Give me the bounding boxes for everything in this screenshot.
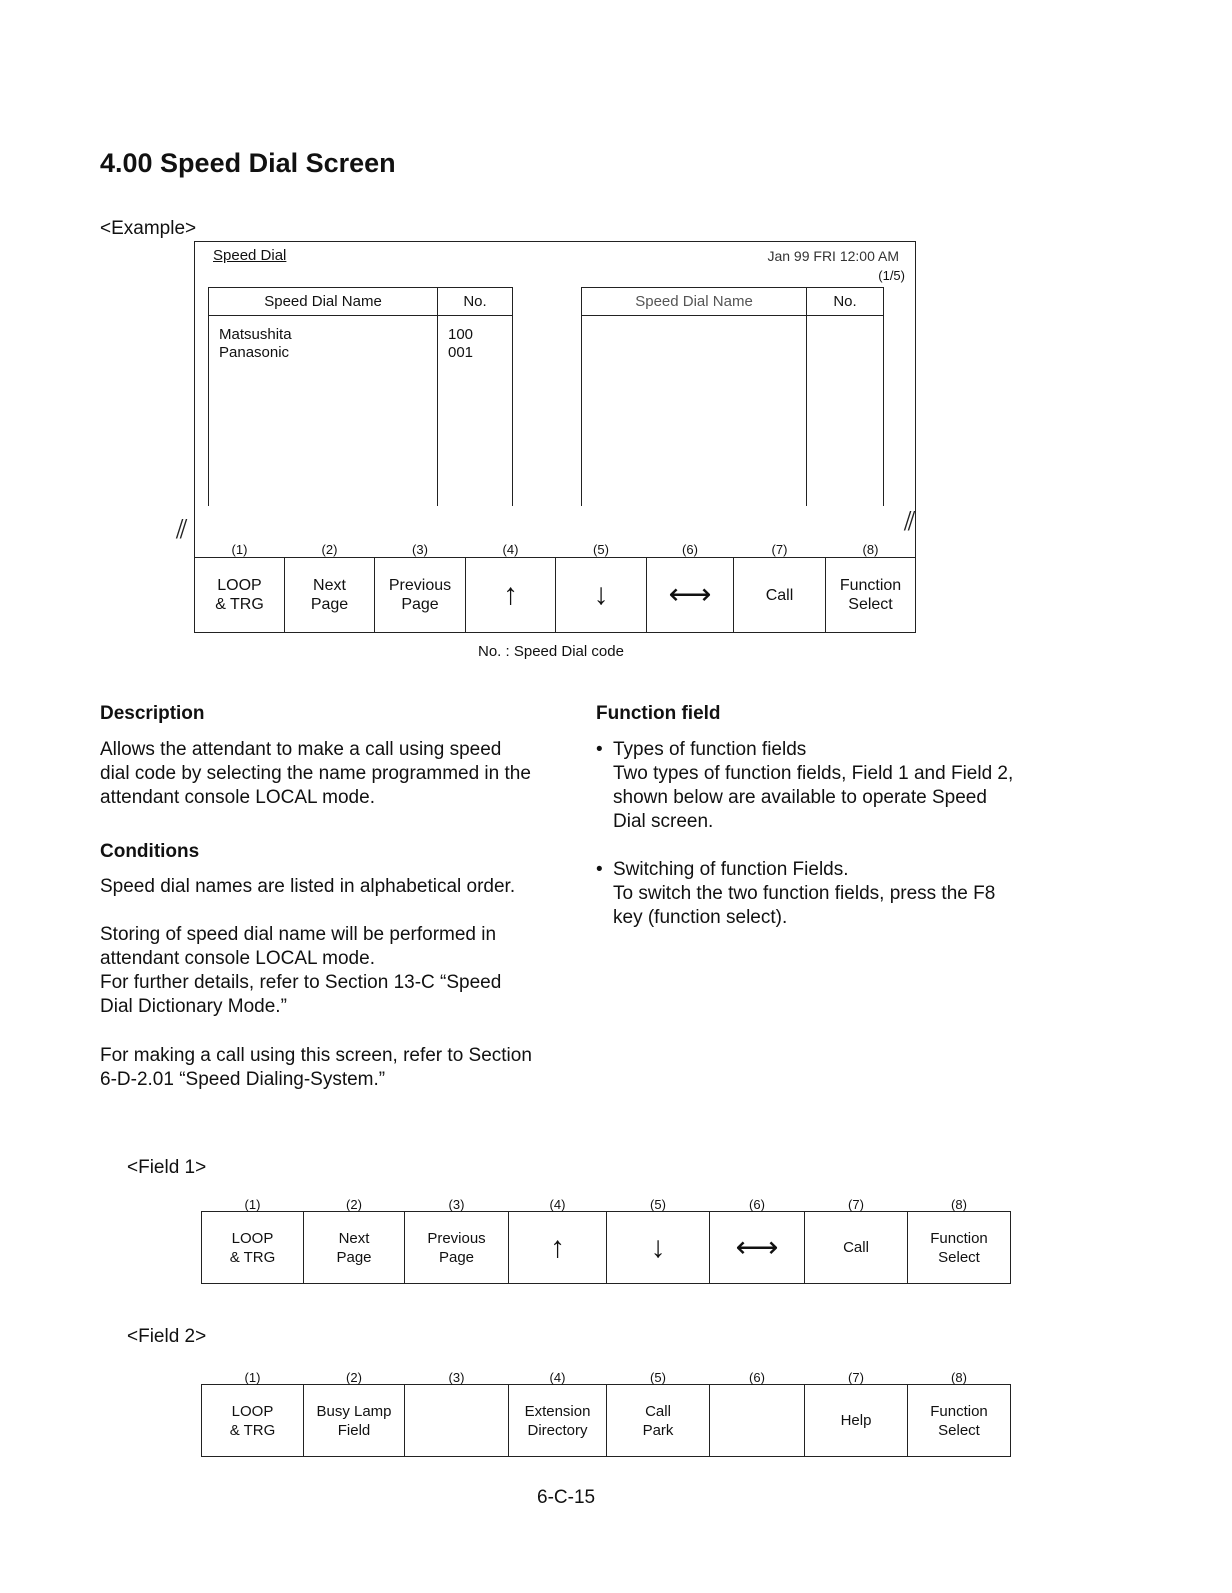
left-speed-dial-table [208, 287, 513, 506]
left-right-arrow-key[interactable]: (6) ⟷ [647, 558, 734, 632]
down-arrow-icon: ↓ [593, 578, 609, 611]
break-mark-icon: ⫽ [904, 506, 916, 536]
up-arrow-key[interactable]: (4) ↑ [509, 1212, 607, 1283]
description-title: Description [100, 703, 205, 724]
blank-key-3[interactable]: (3) [405, 1385, 509, 1456]
extension-directory-key[interactable]: (4) Extension Directory [509, 1385, 607, 1456]
field1-key-bar [201, 1197, 1011, 1284]
call-park-key[interactable]: (5) Call Park [607, 1385, 710, 1456]
help-key[interactable]: (7) Help [805, 1385, 908, 1456]
name-column [582, 316, 807, 506]
conditions-text-1: Speed dial names are listed in alphabetical order. [100, 876, 516, 897]
loop-trg-key[interactable]: (1) LOOP & TRG [195, 558, 285, 632]
field2-label: <Field 2> [127, 1326, 207, 1347]
page-heading: 4.00 Speed Dial Screen [100, 148, 396, 178]
name-header: Speed Dial Name [582, 288, 807, 316]
no-header: No. [807, 288, 884, 316]
page-number: 6-C-15 [537, 1487, 596, 1508]
down-arrow-icon: ↓ [650, 1230, 666, 1264]
field1-label: <Field 1> [127, 1157, 207, 1178]
break-mark-icon: ⫽ [176, 514, 188, 544]
down-arrow-key[interactable]: (5) ↓ [607, 1212, 710, 1283]
left-right-arrow-icon: ⟷ [668, 578, 712, 611]
up-arrow-icon: ↑ [503, 578, 518, 611]
example-label: <Example> [100, 218, 197, 239]
name-header: Speed Dial Name [209, 288, 438, 316]
screen-caption: No. : Speed Dial code [478, 643, 624, 660]
left-right-arrow-key[interactable]: (6) ⟷ [710, 1212, 805, 1283]
screen-clock: Jan 99 FRI 12:00 AM [767, 248, 899, 264]
conditions-text-2: Storing of speed dial name will be performed in attendant console LOCAL mode. For further details, refer to Section 13-C “Speed Dial Dictionary Mode.” [100, 924, 502, 1017]
next-page-key[interactable]: (2) Next Page [285, 558, 375, 632]
speed-dial-code: 100 [448, 326, 474, 343]
bullet-switching: • Switching of function Fields. To switch the two function fields, press the F8 key (function select). [596, 859, 996, 928]
function-select-key[interactable]: (8) Function Select [839, 542, 902, 613]
speed-dial-name[interactable]: Panasonic [219, 344, 290, 361]
call-key[interactable]: (7) Call [734, 558, 826, 632]
speed-dial-screen [194, 241, 916, 633]
description-text: Allows the attendant to make a call using speed dial code by selecting the name programmed in the attendant console LOCAL mode. [100, 739, 531, 808]
function-field-title: Function field [596, 703, 721, 724]
next-page-key[interactable]: (2) Next Page [304, 1212, 405, 1283]
no-column [807, 316, 884, 506]
down-arrow-key[interactable]: (5) ↓ [556, 558, 647, 632]
busy-lamp-field-key[interactable]: (2) Busy Lamp Field [304, 1385, 405, 1456]
bullet-types: • Types of function fields Two types of function fields, Field 1 and Field 2, shown below are available to operate Speed Dial screen. [596, 739, 1014, 832]
up-arrow-key[interactable]: (4) ↑ [466, 558, 556, 632]
previous-page-key[interactable]: (3) Previous Page [405, 1212, 509, 1283]
function-key-bar [195, 542, 915, 632]
right-speed-dial-table [581, 287, 884, 506]
page-indicator: (1/5) [878, 268, 905, 283]
loop-trg-key[interactable]: (1) LOOP & TRG [202, 1212, 304, 1283]
loop-trg-key[interactable]: (1) LOOP & TRG [202, 1385, 304, 1456]
name-column [209, 316, 438, 506]
no-column [438, 316, 513, 506]
function-select-key[interactable]: (8) Function Select [930, 1370, 988, 1439]
speed-dial-code: 001 [448, 344, 474, 361]
function-select-key[interactable]: (8) Function Select [930, 1197, 988, 1266]
previous-page-key[interactable]: (3) Previous Page [375, 558, 466, 632]
speed-dial-name[interactable]: Matsushita [219, 326, 292, 343]
no-header: No. [438, 288, 513, 316]
up-arrow-icon: ↑ [550, 1230, 565, 1264]
conditions-text-3: For making a call using this screen, refer to Section 6-D-2.01 “Speed Dialing-System.” [100, 1045, 532, 1090]
call-key[interactable]: (7) Call [805, 1212, 908, 1283]
blank-key-6[interactable]: (6) [710, 1385, 805, 1456]
screen-title: Speed Dial [213, 247, 287, 264]
conditions-title: Conditions [100, 841, 200, 862]
field2-key-bar [201, 1370, 1011, 1457]
left-right-arrow-icon: ⟷ [735, 1230, 779, 1264]
